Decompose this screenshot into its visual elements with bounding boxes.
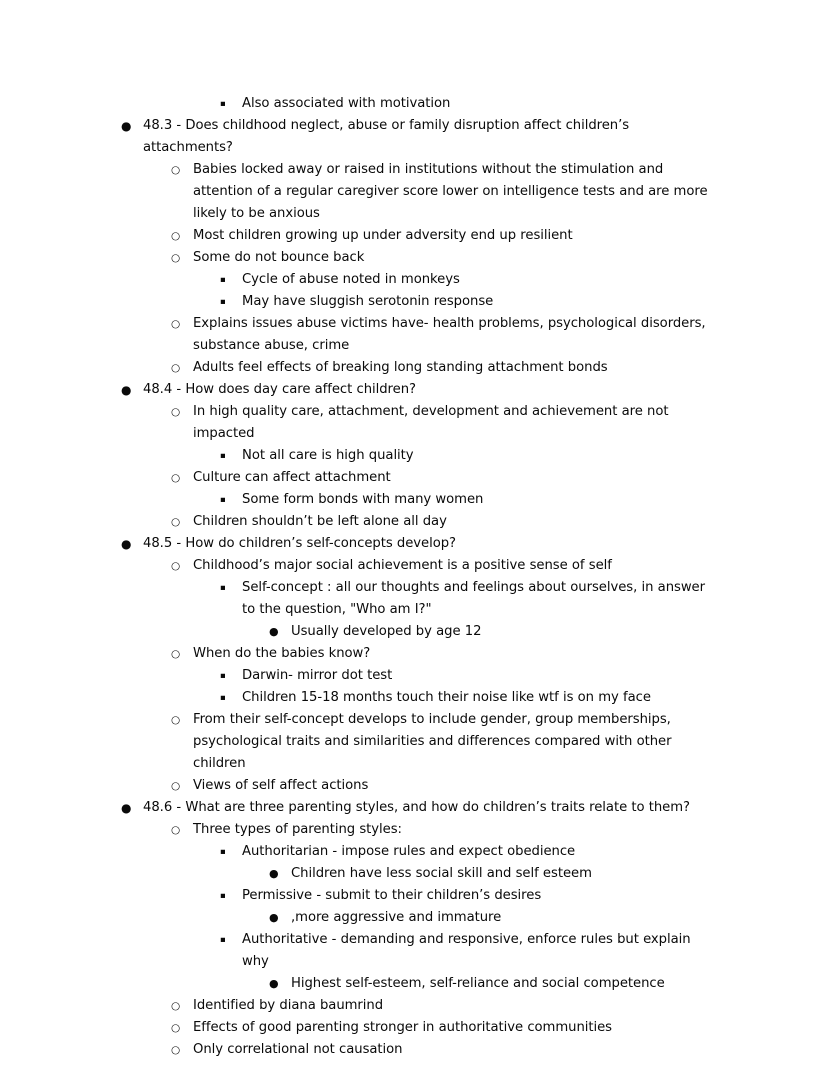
bullet-level-2-icon: ○: [171, 780, 181, 792]
outline-item-text: Some form bonds with many women: [242, 492, 484, 507]
outline-item-text: Permissive - submit to their children’s desires: [242, 888, 542, 903]
outline-item-level-2: [0, 555, 828, 577]
outline-item-level-2: [0, 1017, 828, 1039]
bullet-level-4-icon: ●: [269, 625, 279, 638]
outline-item-text: Three types of parenting styles:: [193, 822, 402, 837]
outline-item-text: Childhood’s major social achievement is a positive sense of self: [193, 558, 612, 573]
document-body: [0, 93, 828, 1061]
outline-item-level-2: [0, 709, 828, 775]
outline-item-text: Darwin- mirror dot test: [242, 668, 393, 683]
outline-item-level-2: [0, 401, 828, 445]
outline-item-level-3: [0, 687, 828, 709]
outline-item-text: Cycle of abuse noted in monkeys: [242, 272, 460, 287]
outline-item-level-2: [0, 247, 828, 269]
outline-item-level-1: [0, 533, 828, 555]
outline-item-level-1: [0, 379, 828, 401]
outline-item-text: Also associated with motivation: [242, 96, 451, 111]
bullet-level-2-icon: ○: [171, 252, 181, 264]
outline-item-level-3: [0, 445, 828, 467]
outline-item-text: Usually developed by age 12: [291, 624, 482, 639]
outline-item-level-3: [0, 269, 828, 291]
outline-item-text: 48.6 - What are three parenting styles, and how do children’s traits relate to them?: [143, 800, 690, 815]
outline-item-text: Identified by diana baumrind: [193, 998, 384, 1013]
bullet-level-3-icon: ▪: [220, 583, 226, 593]
outline-item-text: Self-concept : all our thoughts and feelings about ourselves, in answer to the question, "Who am I?": [242, 580, 705, 617]
bullet-level-3-icon: ▪: [220, 275, 226, 285]
outline-item-text: Children have less social skill and self esteem: [291, 866, 592, 881]
bullet-level-3-icon: ▪: [220, 297, 226, 307]
bullet-level-2-icon: ○: [171, 230, 181, 242]
bullet-level-4-icon: ●: [269, 911, 279, 924]
bullet-level-2-icon: ○: [171, 164, 181, 176]
outline-item-level-3: [0, 489, 828, 511]
outline-item-text: Children 15-18 months touch their noise like wtf is on my face: [242, 690, 651, 705]
outline-item-level-2: [0, 775, 828, 797]
bullet-level-2-icon: ○: [171, 362, 181, 374]
outline-item-level-1: [0, 115, 828, 159]
outline-item-level-4: [0, 621, 828, 643]
outline-item-text: When do the babies know?: [193, 646, 371, 661]
outline-item-level-3: [0, 841, 828, 863]
bullet-level-2-icon: ○: [171, 1000, 181, 1012]
outline-item-level-2: [0, 159, 828, 225]
outline-item-text: ,more aggressive and immature: [291, 910, 502, 925]
outline-item-level-3: [0, 291, 828, 313]
outline-item-text: Effects of good parenting stronger in authoritative communities: [193, 1020, 612, 1035]
outline-item-level-4: [0, 973, 828, 995]
outline-item-level-4: [0, 907, 828, 929]
bullet-level-3-icon: ▪: [220, 935, 226, 945]
outline-item-level-2: [0, 819, 828, 841]
outline-item-text: Some do not bounce back: [193, 250, 365, 265]
outline-list: [0, 93, 828, 1061]
outline-item-level-3: [0, 577, 828, 621]
bullet-level-1-icon: ●: [121, 537, 132, 551]
outline-item-text: Authoritarian - impose rules and expect obedience: [242, 844, 576, 859]
bullet-level-3-icon: ▪: [220, 99, 226, 109]
bullet-level-1-icon: ●: [121, 383, 132, 397]
outline-item-level-2: [0, 225, 828, 247]
bullet-level-2-icon: ○: [171, 1022, 181, 1034]
outline-item-text: Culture can affect attachment: [193, 470, 391, 485]
outline-item-level-3: [0, 665, 828, 687]
bullet-level-2-icon: ○: [171, 472, 181, 484]
bullet-level-2-icon: ○: [171, 560, 181, 572]
bullet-level-4-icon: ●: [269, 867, 279, 880]
outline-item-level-3: [0, 885, 828, 907]
bullet-level-3-icon: ▪: [220, 495, 226, 505]
bullet-level-2-icon: ○: [171, 1044, 181, 1056]
bullet-level-2-icon: ○: [171, 714, 181, 726]
bullet-level-3-icon: ▪: [220, 671, 226, 681]
outline-item-text: Views of self affect actions: [193, 778, 369, 793]
bullet-level-3-icon: ▪: [220, 451, 226, 461]
bullet-level-2-icon: ○: [171, 516, 181, 528]
bullet-level-3-icon: ▪: [220, 693, 226, 703]
outline-item-level-2: [0, 511, 828, 533]
outline-item-level-2: [0, 467, 828, 489]
bullet-level-4-icon: ●: [269, 977, 279, 990]
bullet-level-2-icon: ○: [171, 648, 181, 660]
outline-item-level-2: [0, 357, 828, 379]
outline-item-level-4: [0, 863, 828, 885]
bullet-level-1-icon: ●: [121, 801, 132, 815]
outline-item-level-2: [0, 995, 828, 1017]
outline-item-text: Children shouldn’t be left alone all day: [193, 514, 447, 529]
outline-item-text: Not all care is high quality: [242, 448, 414, 463]
bullet-level-2-icon: ○: [171, 824, 181, 836]
outline-item-text: Adults feel effects of breaking long standing attachment bonds: [193, 360, 608, 375]
bullet-level-3-icon: ▪: [220, 891, 226, 901]
outline-item-text: Babies locked away or raised in institutions without the stimulation and attention of a regular caregiver score lower on intelligence tests and are more likely to be anxious: [193, 162, 708, 221]
bullet-level-1-icon: ●: [121, 119, 132, 133]
outline-item-text: 48.5 - How do children’s self-concepts develop?: [143, 536, 456, 551]
outline-item-level-2: [0, 643, 828, 665]
outline-item-text: Only correlational not causation: [193, 1042, 403, 1057]
bullet-level-2-icon: ○: [171, 318, 181, 330]
bullet-level-2-icon: ○: [171, 406, 181, 418]
outline-item-text: Explains issues abuse victims have- health problems, psychological disorders, substance abuse, crime: [193, 316, 706, 353]
outline-item-text: Highest self-esteem, self-reliance and social competence: [291, 976, 665, 991]
outline-item-level-3: [0, 929, 828, 973]
bullet-level-3-icon: ▪: [220, 847, 226, 857]
outline-item-text: Most children growing up under adversity end up resilient: [193, 228, 573, 243]
outline-item-text: May have sluggish serotonin response: [242, 294, 494, 309]
outline-item-level-2: [0, 313, 828, 357]
outline-item-text: From their self-concept develops to include gender, group memberships, psychological traits and similarities and differences compared with other children: [193, 712, 672, 771]
outline-item-level-1: [0, 797, 828, 819]
outline-item-text: 48.3 - Does childhood neglect, abuse or family disruption affect children’s attachments?: [143, 118, 630, 155]
outline-item-text: Authoritative - demanding and responsive, enforce rules but explain why: [242, 932, 691, 969]
outline-item-text: In high quality care, attachment, development and achievement are not impacted: [193, 404, 669, 441]
outline-item-level-2: [0, 1039, 828, 1061]
outline-item-text: 48.4 - How does day care affect children?: [143, 382, 416, 397]
outline-item-level-3: [0, 93, 828, 115]
